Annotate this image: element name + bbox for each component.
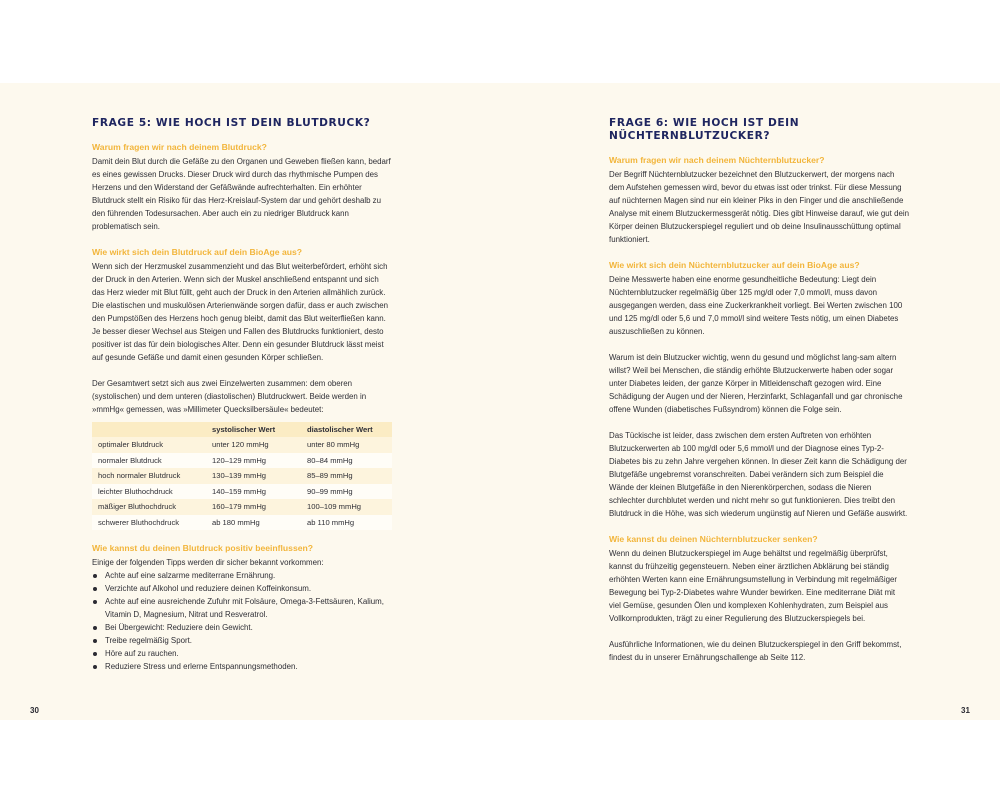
list-item	[92, 660, 392, 673]
list-item-text: Verzichte auf Alkohol und reduziere deinen Koffeinkonsum.	[105, 584, 312, 593]
table-cell: schwerer Bluthochdruck	[92, 515, 206, 531]
table-row	[92, 484, 392, 500]
list-item-text: Bei Übergewicht: Reduziere dein Gewicht.	[105, 623, 253, 632]
list-item-text: Achte auf eine salzarme mediterrane Ernährung.	[105, 571, 276, 580]
bullet-icon	[93, 639, 97, 643]
list-item-text: Achte auf eine ausreichende Zufuhr mit Folsäure, Omega-3-Fettsäuren, Kalium, Vitamin D, Magnesium, Nitrat und Resveratrol.	[105, 597, 384, 619]
table-cell: optimaler Blutdruck	[92, 437, 206, 453]
bullet-icon	[93, 652, 97, 656]
table-header-cell	[92, 422, 206, 437]
subheading-wirkung-blutdruck: Wie wirkt sich dein Blutdruck auf dein BioAge aus?	[92, 247, 303, 257]
table-header-row	[92, 422, 392, 437]
subheading-warum-blutdruck: Warum fragen wir nach deinem Blutdruck?	[92, 142, 267, 152]
left-column	[92, 117, 392, 673]
list-item	[92, 647, 392, 660]
bullet-icon	[93, 665, 97, 669]
table-cell: normaler Blutdruck	[92, 453, 206, 469]
paragraph: Damit dein Blut durch die Gefäße zu den Organen und Geweben fließen kann, bedarf es eines gewissen Drucks. Dieser Druck wird durch das rhythmische Pumpen des Herzens und den Widerstand der Gefäßwände aufrechterhalten. Ein erhöhter Blutdruck stellt ein Risiko für das Herz-Kreislauf-System dar und gehört deshalb zu den führenden Todesursachen. Aber auch ein zu niedriger Blutdruck kann problematisch sein.	[92, 157, 391, 231]
blood-pressure-table	[92, 422, 392, 530]
subheading-wirkung-blutzucker: Wie wirkt sich dein Nüchternblutzucker auf dein BioAge aus?	[609, 260, 860, 270]
page-number-right: 31	[961, 706, 970, 715]
list-item	[92, 634, 392, 647]
table-cell: unter 120 mmHg	[206, 437, 301, 453]
table-row	[92, 468, 392, 484]
list-item-text: Höre auf zu rauchen.	[105, 649, 179, 658]
table-cell: leichter Bluthochdruck	[92, 484, 206, 500]
table-cell: ab 110 mmHg	[301, 515, 392, 531]
table-row	[92, 499, 392, 515]
subheading-blutzucker-senken: Wie kannst du deinen Nüchternblutzucker senken?	[609, 534, 818, 544]
paragraph: Warum ist dein Blutzucker wichtig, wenn du gesund und möglichst lang-sam altern willst? Weil bei Menschen, die ständig erhöhte Blutzuckerwerte haben oder sogar unter Diabetes leiden, der ganze Körper in Mitleidenschaft gezogen wird. Eine Schädigung der Augen und der Nieren, Herzinfarkt, Schlaganfall und gar chronische offene Wunden (diabetisches Fußsyndrom) können die Folge sein.	[609, 353, 903, 414]
paragraph: Wenn du deinen Blutzuckerspiegel im Auge behältst und regelmäßig überprüfst, kannst du frühzeitig gegensteuern. Neben einer ärztlichen Abklärung bei ständig erhöhten Werten kann eine Ernährungsumstellung in Verbindung mit regelmäßiger Bewegung bei Typ-2-Diabetes wahre Wunder bewirken. Eine mediterrane Diät mit viel Gemüse, gesunden Ölen und komplexen Kohlenhydraten, zum Beispiel aus Vollkornprodukten, trägt zu einer Regulierung des Blutzuckerspiegels bei.	[609, 549, 898, 623]
table-cell: mäßiger Bluthochdruck	[92, 499, 206, 515]
table-row	[92, 437, 392, 453]
bullet-icon	[93, 626, 97, 630]
tips-list	[92, 569, 392, 673]
table-cell: 90–99 mmHg	[301, 484, 392, 500]
table-cell: 120–129 mmHg	[206, 453, 301, 469]
paragraph: Der Begriff Nüchternblutzucker bezeichnet den Blutzuckerwert, der morgens nach dem Aufstehen gemessen wird, bevor du etwas isst oder trinkst. Für diese Messung auf nüchternen Magen sind nur ein kleiner Piks in den Finger und die anschließende Analyse mit einem Blutzuckermessgerät nötig. Dies gibt Hinweise darauf, wie gut dein Körper deinen Blutzuckerspiegel reguliert und ob deine Insulinausschüttung optimal funktioniert.	[609, 170, 909, 244]
page-number-left: 30	[30, 706, 39, 715]
table-cell: 100–109 mmHg	[301, 499, 392, 515]
bullet-icon	[93, 574, 97, 578]
subheading-blutdruck-beeinflussen: Wie kannst du deinen Blutdruck positiv beeinflussen?	[92, 543, 314, 553]
subheading-warum-blutzucker: Warum fragen wir nach deinem Nüchternblutzucker?	[609, 155, 825, 165]
paragraph: Das Tückische ist leider, dass zwischen dem ersten Auftreten von erhöhten Blutzuckerwerten ab 100 mg/dl oder 5,6 mmol/l und der Diagnose eines Typ-2-Diabetes bis zu zehn Jahre vergehen können. In dieser Zeit kann die Schädigung der Blutgefäße ungebremst voranschreiten. Dabei verändern sich zum Beispiel die Wände der kleinen Blutgefäße in den Nierenkörperchen, sodass die Nieren schlechter durchblutet werden und nicht mehr so gut funktionieren. Dies treibt den Blutdruck in die Höhe, was sich wiederum ungünstig auf Nieren und Gefäße auswirkt.	[609, 431, 908, 518]
table-cell: 85–89 mmHg	[301, 468, 392, 484]
table-row	[92, 515, 392, 531]
table-cell: 130–139 mmHg	[206, 468, 301, 484]
table-header-cell: diastolischer Wert	[301, 422, 392, 437]
right-page	[500, 83, 1000, 720]
list-item	[92, 621, 392, 634]
paragraph: Der Gesamtwert setzt sich aus zwei Einzelwerten zusammen: dem oberen (systolischen) und dem unteren (diastolischen) Blutdruckwert. Beide werden in »mmHg« gemessen, was »Millimeter Quecksilbersäule« bedeutet:	[92, 379, 367, 414]
table-cell: 80–84 mmHg	[301, 453, 392, 469]
paragraph: Wenn sich der Herzmuskel zusammenzieht und das Blut weiterbefördert, erhöht sich der Druck in den Arterien. Wenn sich der Muskel anschließend entspannt und sich das Herz wieder mit Blut füllt, geht auch der Druck in den Arterien allmählich zurück. Die elastischen und muskulösen Arterienwände sorgen dafür, dass er auch zwischen den Pumpstößen des Herzens hoch genug bleibt, damit das Blut weiterfließen kann. Je besser dieser Wechsel aus Steigen und Fallen des Blutdrucks funktioniert, desto positiver ist das für dein biologisches Alter. Denn ein gesunder Blutdruck lässt meist auf gesunde Gefäße und damit einen gesunden Körper schließen.	[92, 262, 389, 362]
bullet-icon	[93, 600, 97, 604]
list-item-text: Treibe regelmäßig Sport.	[105, 636, 192, 645]
heading-frage-5: FRAGE 5: WIE HOCH IST DEIN BLUTDRUCK?	[92, 117, 371, 129]
right-column	[609, 117, 909, 670]
table-row	[92, 453, 392, 469]
paragraph: Deine Messwerte haben eine enorme gesundheitliche Bedeutung: Liegt dein Nüchternblutzucker regelmäßig über 125 mg/dl oder 7,0 mmol/l, muss davon ausgegangen werden, dass eine Zuckerkrankheit vorliegt. Bei Werten zwischen 100 und 125 mg/dl oder 5,6 und 7,0 mmol/l sind weitere Tests nötig, um einen Diabetes auszuschließen zu können.	[609, 275, 903, 336]
list-item	[92, 582, 392, 595]
list-item-text: Reduziere Stress und erlerne Entspannungsmethoden.	[105, 662, 298, 671]
list-item	[92, 569, 392, 582]
bullet-icon	[93, 587, 97, 591]
heading-frage-6: FRAGE 6: WIE HOCH IST DEIN NÜCHTERNBLUTZUCKER?	[609, 117, 800, 142]
table-cell: hoch normaler Blutdruck	[92, 468, 206, 484]
paragraph: Ausführliche Informationen, wie du deinen Blutzuckerspiegel in den Griff bekommst, findest du in unserer Ernährungschallenge ab Seite 112.	[609, 640, 902, 662]
table-cell: 160–179 mmHg	[206, 499, 301, 515]
book-spread	[0, 83, 1000, 720]
table-cell: 140–159 mmHg	[206, 484, 301, 500]
paragraph: Einige der folgenden Tipps werden dir sicher bekannt vorkommen:	[92, 558, 324, 567]
table-cell: unter 80 mmHg	[301, 437, 392, 453]
table-header-cell: systolischer Wert	[206, 422, 301, 437]
left-page	[0, 83, 500, 720]
table-cell: ab 180 mmHg	[206, 515, 301, 531]
list-item	[92, 595, 392, 621]
